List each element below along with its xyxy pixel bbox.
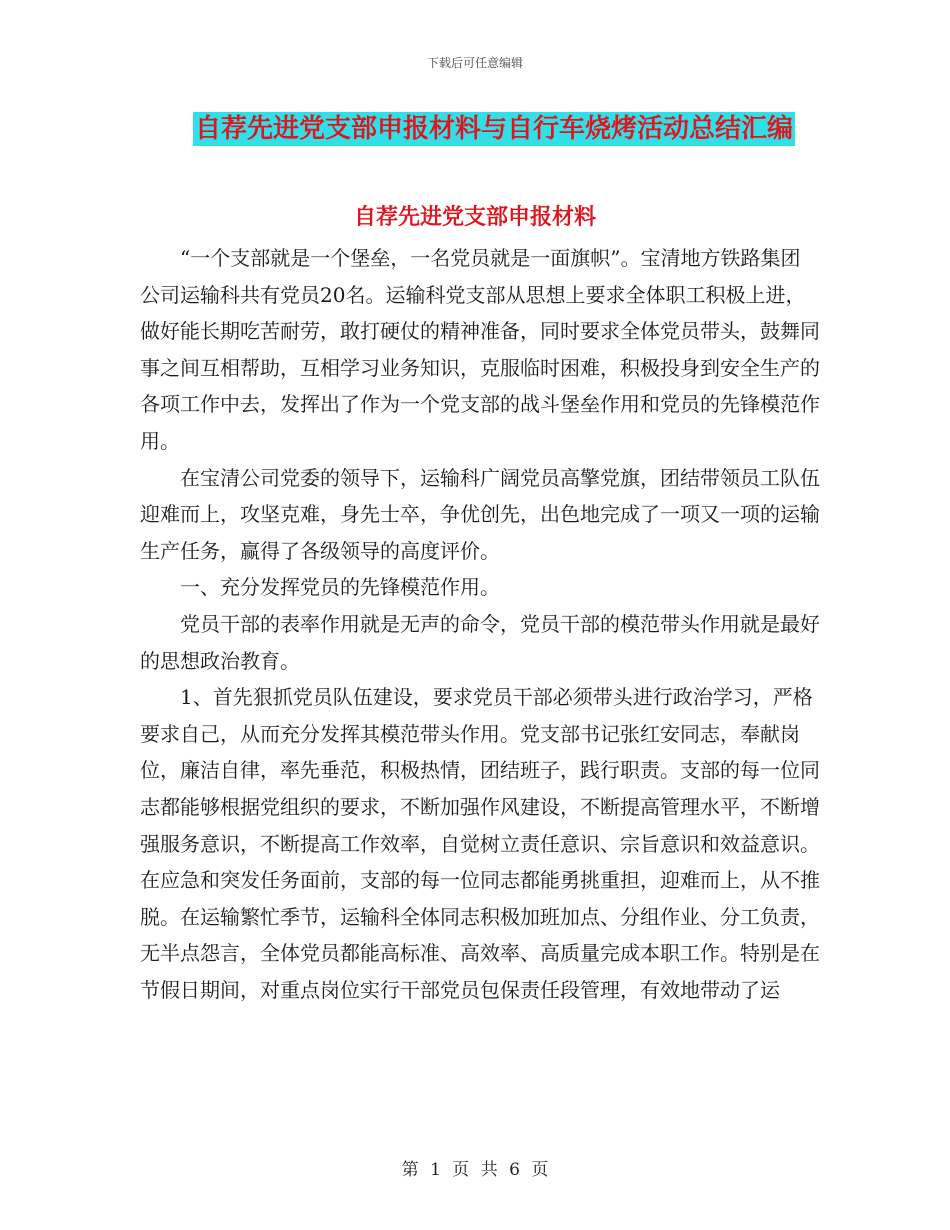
header-note: 下载后可任意编辑 — [426, 56, 523, 70]
page-footer: 第 1 页 共 6 页 — [401, 1160, 549, 1180]
paragraph-1: “一个支部就是一个堡垒，一名党员就是一面旗帜”。宝清地方铁路集团公司运输科共有党员20名。运输科党支部从思想上要求全体职工积极上进，做好能长期吃苦耐劳，敢打硬仗的精神准备，同时要求全体党员带头，鼓舞同事之间互相帮助，互相学习业务知识，克服临时困难，积极投身到安全生产的各项工作中去，发挥出了作为一个党支部的战斗堡垒作用和党员的先锋模范作用。 — [140, 246, 820, 453]
body-text — [140, 240, 820, 1008]
section-title: 自荐先进党支部申报材料 — [353, 204, 596, 230]
paragraph-2: 在宝清公司党委的领导下，运输科广阔党员高擎党旗，团结带领员工队伍迎难而上，攻坚克难，身先士卒，争优创先，出色地完成了一项又一项的运输生产任务，赢得了各级领导的高度评价。 — [140, 465, 820, 563]
paragraph-5: 1、首先狠抓党员队伍建设，要求党员干部必须带头进行政治学习，严格要求自己，从而充分发挥其模范带头作用。党支部书记张红安同志，奉献岗位，廉洁自律，率先垂范，积极热情，团结班子，践行职责。支部的每一位同志都能够根据党组织的要求，不断加强作风建设，不断提高管理水平，不断增强服务意识，不断提高工作效率，自觉树立责任意识、宗旨意识和效益意识。在应急和突发任务面前，支部的每一位同志都能勇挑重担，迎难而上，从不推脱。在运输繁忙季节，运输科全体同志积极加班加点、分组作业、分工负责，无半点怨言，全体党员都能高标准、高效率、高质量完成本职工作。特别是在节假日期间，对重点岗位实行干部党员包保责任段管理，有效地带动了运 — [140, 685, 820, 1002]
paragraph-4: 党员干部的表率作用就是无声的命令，党员干部的模范带头作用就是最好的思想政治教育。 — [140, 611, 820, 673]
document-title: 自荐先进党支部申报材料与自行车烧烤活动总结汇编 — [195, 114, 794, 144]
paragraph-3-heading: 一、充分发挥党员的先锋模范作用。 — [180, 575, 500, 600]
